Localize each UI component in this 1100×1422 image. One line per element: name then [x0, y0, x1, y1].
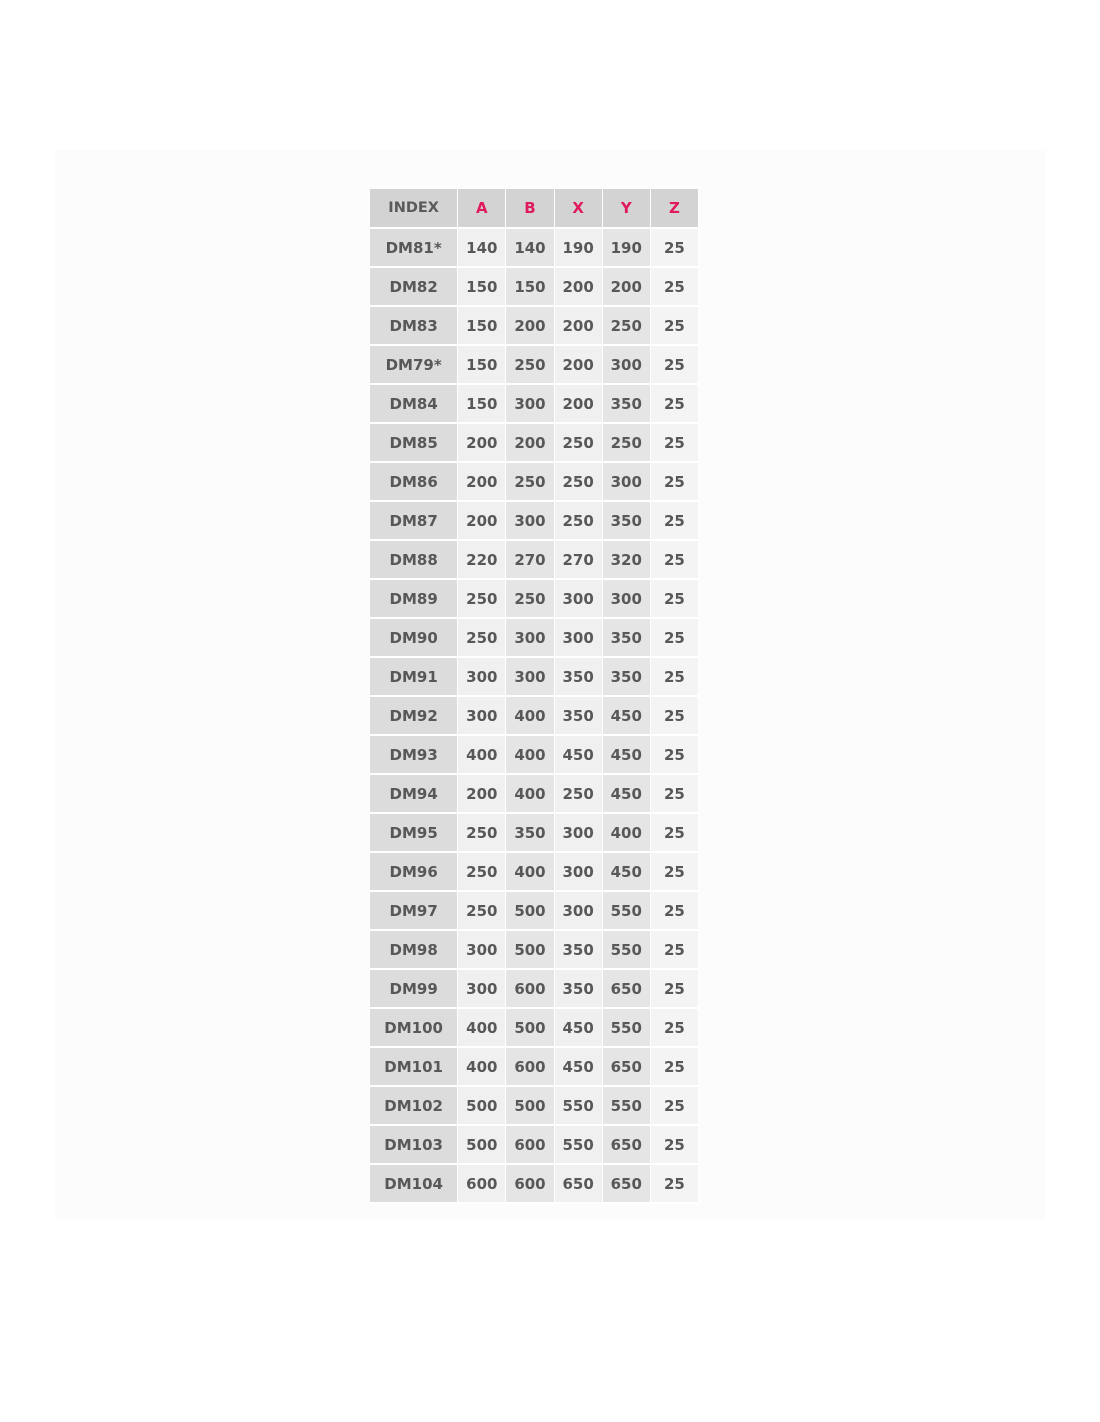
header-index: INDEX — [370, 189, 458, 229]
z-cell: 25 — [651, 424, 699, 463]
table-row — [370, 463, 699, 502]
z-cell: 25 — [651, 853, 699, 892]
table-row — [370, 853, 699, 892]
a-cell: 250 — [458, 580, 506, 619]
z-cell: 25 — [651, 736, 699, 775]
index-cell: DM93 — [370, 736, 458, 775]
x-cell: 550 — [555, 1126, 603, 1165]
table-row — [370, 229, 699, 268]
y-cell: 300 — [603, 463, 651, 502]
b-cell: 200 — [506, 307, 554, 346]
table-row — [370, 619, 699, 658]
y-cell: 450 — [603, 697, 651, 736]
a-cell: 200 — [458, 775, 506, 814]
z-cell: 25 — [651, 892, 699, 931]
b-cell: 500 — [506, 1009, 554, 1048]
a-cell: 140 — [458, 229, 506, 268]
x-cell: 300 — [555, 892, 603, 931]
y-cell: 650 — [603, 1165, 651, 1204]
a-cell: 300 — [458, 931, 506, 970]
x-cell: 450 — [555, 1048, 603, 1087]
b-cell: 600 — [506, 1165, 554, 1204]
y-cell: 350 — [603, 385, 651, 424]
index-cell: DM103 — [370, 1126, 458, 1165]
a-cell: 250 — [458, 619, 506, 658]
x-cell: 350 — [555, 658, 603, 697]
table-body — [370, 229, 699, 1204]
z-cell: 25 — [651, 1048, 699, 1087]
z-cell: 25 — [651, 580, 699, 619]
y-cell: 550 — [603, 1009, 651, 1048]
b-cell: 140 — [506, 229, 554, 268]
index-cell: DM98 — [370, 931, 458, 970]
b-cell: 250 — [506, 463, 554, 502]
x-cell: 450 — [555, 736, 603, 775]
table-row — [370, 268, 699, 307]
z-cell: 25 — [651, 229, 699, 268]
x-cell: 350 — [555, 970, 603, 1009]
x-cell: 650 — [555, 1165, 603, 1204]
x-cell: 250 — [555, 502, 603, 541]
table-row — [370, 307, 699, 346]
b-cell: 250 — [506, 346, 554, 385]
y-cell: 250 — [603, 424, 651, 463]
a-cell: 250 — [458, 814, 506, 853]
y-cell: 550 — [603, 892, 651, 931]
x-cell: 550 — [555, 1087, 603, 1126]
x-cell: 200 — [555, 307, 603, 346]
y-cell: 350 — [603, 502, 651, 541]
index-cell: DM95 — [370, 814, 458, 853]
table-row — [370, 970, 699, 1009]
x-cell: 300 — [555, 619, 603, 658]
z-cell: 25 — [651, 307, 699, 346]
index-cell: DM84 — [370, 385, 458, 424]
header-y: Y — [603, 189, 651, 229]
y-cell: 300 — [603, 346, 651, 385]
a-cell: 250 — [458, 892, 506, 931]
header-x: X — [555, 189, 603, 229]
dimensions-table — [370, 189, 699, 1204]
table-row — [370, 775, 699, 814]
index-cell: DM83 — [370, 307, 458, 346]
index-cell: DM92 — [370, 697, 458, 736]
b-cell: 600 — [506, 1126, 554, 1165]
index-cell: DM94 — [370, 775, 458, 814]
y-cell: 200 — [603, 268, 651, 307]
z-cell: 25 — [651, 619, 699, 658]
x-cell: 270 — [555, 541, 603, 580]
a-cell: 150 — [458, 268, 506, 307]
x-cell: 300 — [555, 814, 603, 853]
z-cell: 25 — [651, 541, 699, 580]
z-cell: 25 — [651, 385, 699, 424]
b-cell: 500 — [506, 1087, 554, 1126]
x-cell: 200 — [555, 268, 603, 307]
b-cell: 400 — [506, 697, 554, 736]
index-cell: DM102 — [370, 1087, 458, 1126]
table-row — [370, 1048, 699, 1087]
header-b: B — [506, 189, 554, 229]
b-cell: 400 — [506, 736, 554, 775]
z-cell: 25 — [651, 658, 699, 697]
z-cell: 25 — [651, 1009, 699, 1048]
table-row — [370, 892, 699, 931]
y-cell: 650 — [603, 970, 651, 1009]
x-cell: 250 — [555, 775, 603, 814]
a-cell: 300 — [458, 970, 506, 1009]
index-cell: DM79* — [370, 346, 458, 385]
x-cell: 300 — [555, 853, 603, 892]
y-cell: 250 — [603, 307, 651, 346]
index-cell: DM90 — [370, 619, 458, 658]
b-cell: 200 — [506, 424, 554, 463]
y-cell: 450 — [603, 736, 651, 775]
a-cell: 250 — [458, 853, 506, 892]
z-cell: 25 — [651, 1165, 699, 1204]
a-cell: 150 — [458, 385, 506, 424]
a-cell: 220 — [458, 541, 506, 580]
table-row — [370, 931, 699, 970]
z-cell: 25 — [651, 1126, 699, 1165]
y-cell: 650 — [603, 1048, 651, 1087]
b-cell: 300 — [506, 658, 554, 697]
index-cell: DM86 — [370, 463, 458, 502]
table-row — [370, 502, 699, 541]
index-cell: DM100 — [370, 1009, 458, 1048]
x-cell: 200 — [555, 385, 603, 424]
z-cell: 25 — [651, 502, 699, 541]
table-row — [370, 697, 699, 736]
b-cell: 300 — [506, 619, 554, 658]
x-cell: 250 — [555, 424, 603, 463]
table-row — [370, 1087, 699, 1126]
y-cell: 450 — [603, 853, 651, 892]
a-cell: 400 — [458, 1048, 506, 1087]
index-cell: DM104 — [370, 1165, 458, 1204]
index-cell: DM81* — [370, 229, 458, 268]
table-row — [370, 814, 699, 853]
b-cell: 150 — [506, 268, 554, 307]
y-cell: 550 — [603, 1087, 651, 1126]
b-cell: 300 — [506, 502, 554, 541]
header-z: Z — [651, 189, 699, 229]
index-cell: DM101 — [370, 1048, 458, 1087]
x-cell: 350 — [555, 931, 603, 970]
table-row — [370, 1009, 699, 1048]
index-cell: DM82 — [370, 268, 458, 307]
z-cell: 25 — [651, 463, 699, 502]
index-cell: DM96 — [370, 853, 458, 892]
z-cell: 25 — [651, 814, 699, 853]
z-cell: 25 — [651, 931, 699, 970]
b-cell: 400 — [506, 853, 554, 892]
b-cell: 400 — [506, 775, 554, 814]
z-cell: 25 — [651, 268, 699, 307]
table-row — [370, 580, 699, 619]
table-row — [370, 541, 699, 580]
y-cell: 350 — [603, 658, 651, 697]
table-row — [370, 424, 699, 463]
a-cell: 150 — [458, 307, 506, 346]
a-cell: 200 — [458, 424, 506, 463]
b-cell: 500 — [506, 892, 554, 931]
y-cell: 450 — [603, 775, 651, 814]
table-row — [370, 1126, 699, 1165]
header-row — [370, 189, 699, 229]
y-cell: 320 — [603, 541, 651, 580]
table-row — [370, 1165, 699, 1204]
y-cell: 350 — [603, 619, 651, 658]
index-cell: DM85 — [370, 424, 458, 463]
header-a: A — [458, 189, 506, 229]
table-row — [370, 346, 699, 385]
index-cell: DM97 — [370, 892, 458, 931]
a-cell: 200 — [458, 502, 506, 541]
b-cell: 270 — [506, 541, 554, 580]
x-cell: 350 — [555, 697, 603, 736]
z-cell: 25 — [651, 775, 699, 814]
y-cell: 300 — [603, 580, 651, 619]
index-cell: DM87 — [370, 502, 458, 541]
x-cell: 450 — [555, 1009, 603, 1048]
index-cell: DM88 — [370, 541, 458, 580]
a-cell: 300 — [458, 697, 506, 736]
a-cell: 150 — [458, 346, 506, 385]
x-cell: 250 — [555, 463, 603, 502]
b-cell: 300 — [506, 385, 554, 424]
b-cell: 350 — [506, 814, 554, 853]
a-cell: 300 — [458, 658, 506, 697]
a-cell: 400 — [458, 736, 506, 775]
x-cell: 190 — [555, 229, 603, 268]
z-cell: 25 — [651, 346, 699, 385]
a-cell: 500 — [458, 1087, 506, 1126]
table-row — [370, 736, 699, 775]
z-cell: 25 — [651, 970, 699, 1009]
table-row — [370, 658, 699, 697]
a-cell: 200 — [458, 463, 506, 502]
a-cell: 400 — [458, 1009, 506, 1048]
table-header — [370, 189, 699, 229]
y-cell: 550 — [603, 931, 651, 970]
b-cell: 600 — [506, 1048, 554, 1087]
a-cell: 500 — [458, 1126, 506, 1165]
z-cell: 25 — [651, 1087, 699, 1126]
b-cell: 250 — [506, 580, 554, 619]
x-cell: 300 — [555, 580, 603, 619]
index-cell: DM89 — [370, 580, 458, 619]
table-row — [370, 385, 699, 424]
y-cell: 190 — [603, 229, 651, 268]
a-cell: 600 — [458, 1165, 506, 1204]
b-cell: 600 — [506, 970, 554, 1009]
x-cell: 200 — [555, 346, 603, 385]
z-cell: 25 — [651, 697, 699, 736]
y-cell: 400 — [603, 814, 651, 853]
index-cell: DM91 — [370, 658, 458, 697]
y-cell: 650 — [603, 1126, 651, 1165]
index-cell: DM99 — [370, 970, 458, 1009]
b-cell: 500 — [506, 931, 554, 970]
